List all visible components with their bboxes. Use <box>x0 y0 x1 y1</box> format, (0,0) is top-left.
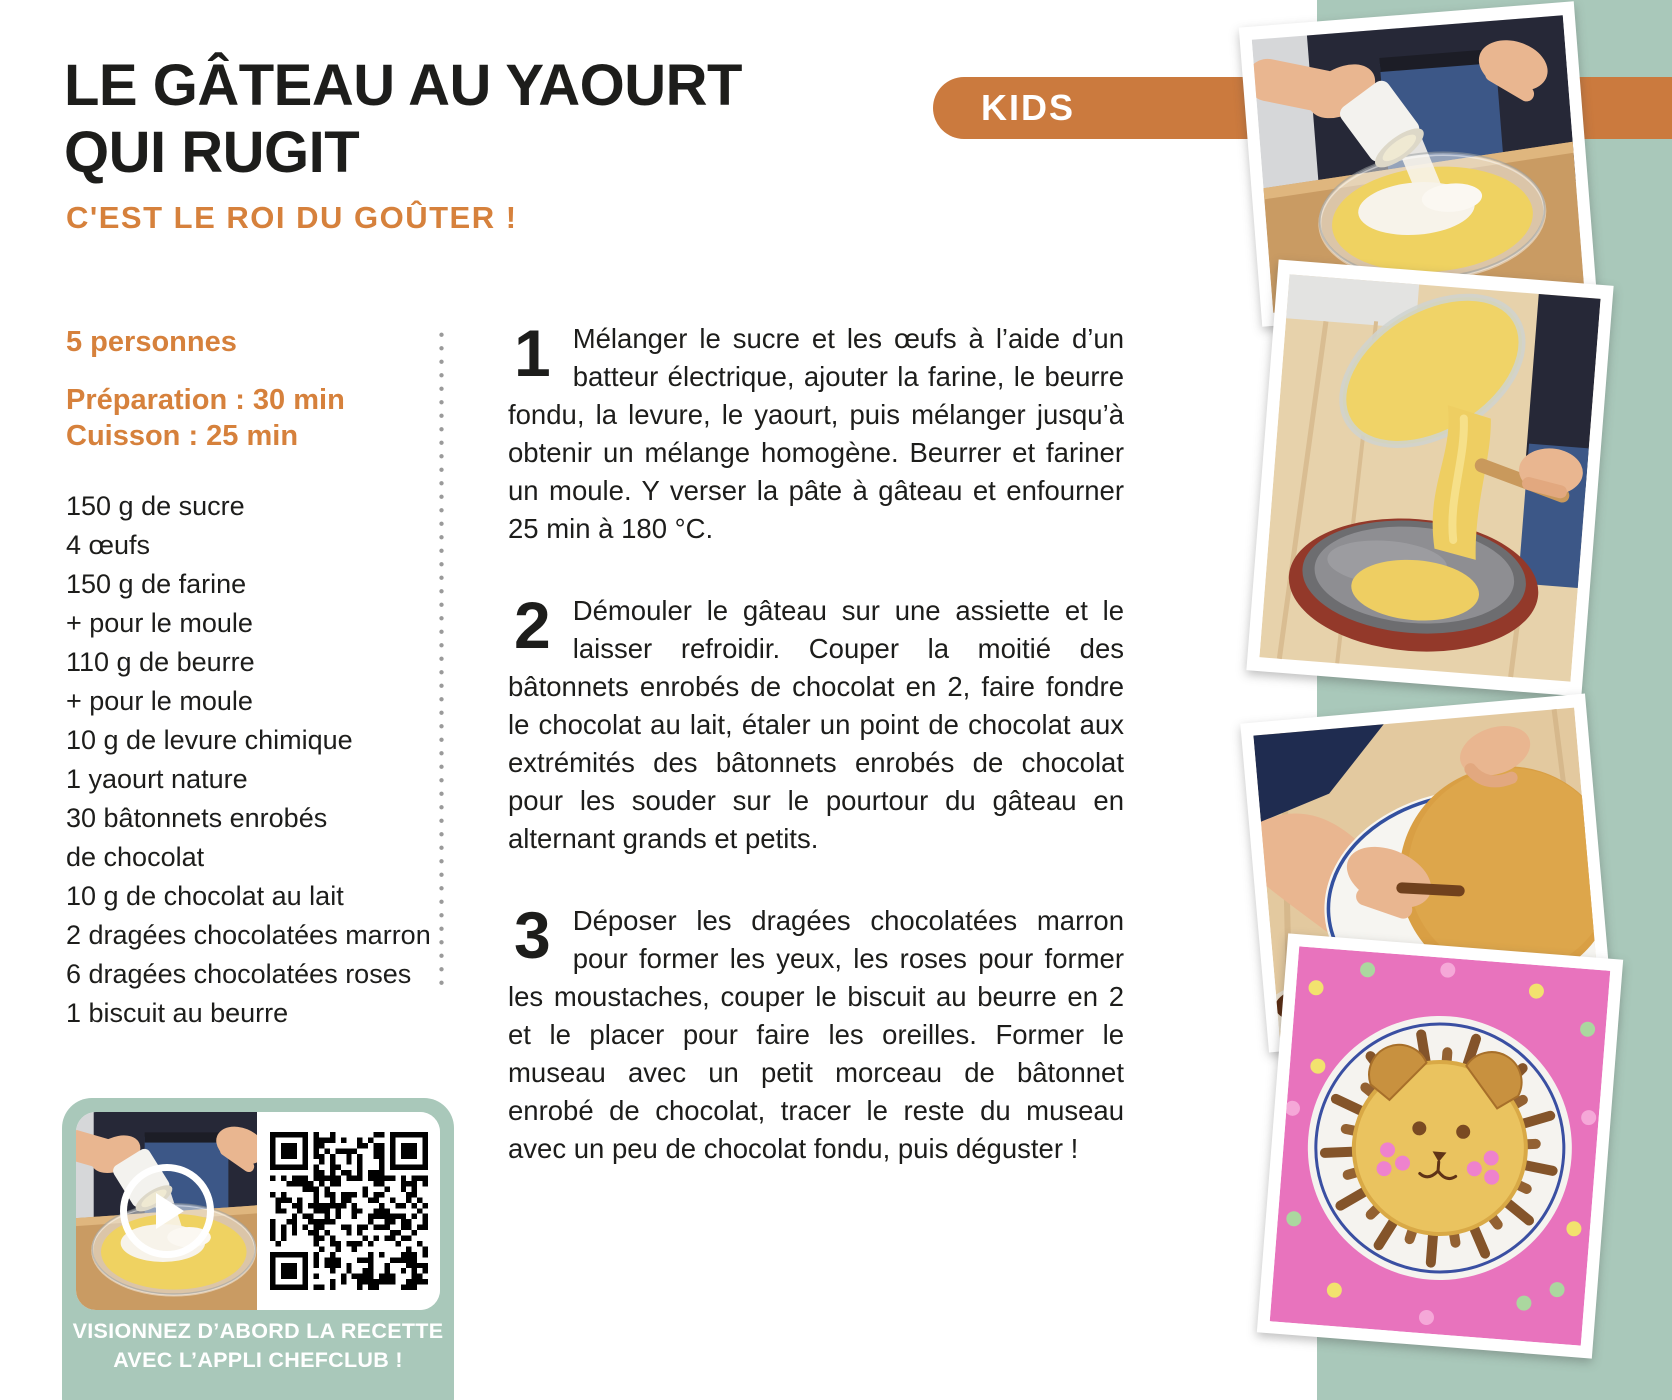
step-1-number: 1 <box>514 316 551 390</box>
page-title <box>64 52 742 186</box>
photo-final-lion-cake-illustration <box>1270 946 1611 1345</box>
kids-badge-label: KIDS <box>981 87 1076 128</box>
step-2-text: Démouler le gâteau sur une assiette et le laisser refroidir. Couper la moitié des bâtonnets enrobés de chocolat en 2, faire fondre le chocolat au lait, étaler un point de chocolat aux extrémités des bâtonnets enrobés de chocolat pour les souder sur le pourtour du gâteau en alternant grands et petits. <box>508 595 1124 854</box>
footer-caption-line-1: VISIONNEZ D’ABORD LA RECETTE <box>72 1319 444 1343</box>
ingredient-line: 150 g de sucre <box>66 491 245 521</box>
step-2-number: 2 <box>514 588 551 662</box>
ingredient-line: 10 g de chocolat au lait <box>66 881 344 911</box>
photo-final-lion-cake <box>1257 933 1623 1358</box>
qr-code-image <box>270 1132 428 1290</box>
ingredient-line: 1 biscuit au beurre <box>66 998 289 1028</box>
ingredient-line: de chocolat <box>66 842 205 872</box>
servings-label: 5 personnes <box>66 326 237 358</box>
step-3-text: Déposer les dragées chocolatées marron pour former les yeux, les roses pour former les moustaches, couper le biscuit au beurre en 2 et le placer pour faire les oreilles. Former le museau avec un petit morceau de bâtonnet enrobé de chocolat, tracer le reste du museau avec un peu de chocolat fondu, puis déguster ! <box>508 905 1124 1164</box>
ingredient-line: 2 dragées chocolatées marron <box>66 920 431 950</box>
video-thumbnail <box>76 1112 257 1310</box>
video-qr-card <box>76 1112 440 1310</box>
footer-caption-line-2: AVEC L’APPLI CHEFCLUB ! <box>113 1348 403 1372</box>
qr-code <box>257 1112 440 1310</box>
cook-time-label: Cuisson : 25 min <box>66 420 299 452</box>
step-3 <box>508 898 1124 1168</box>
photo-step-2-illustration <box>1259 272 1600 683</box>
prep-time-label: Préparation : 30 min <box>66 384 345 416</box>
dotted-divider <box>439 328 444 988</box>
footer-caption <box>62 1317 454 1375</box>
ingredient-line: 4 œufs <box>66 530 151 560</box>
ingredient-line: 150 g de farine <box>66 569 247 599</box>
step-1-text: Mélanger le sucre et les œufs à l’aide d’un batteur électrique, ajouter la farine, le beurre fondu, la levure, le yaourt, puis mélanger jusqu’à obtenir un mélange homogène. Beurrer et fariner un moule. Y verser la pâte à gâteau et enfourner 25 min à 180 °C. <box>508 323 1124 544</box>
photo-step-2-pouring-batter <box>1246 259 1613 696</box>
ingredient-line: + pour le moule <box>66 608 253 638</box>
ingredient-line: 110 g de beurre <box>66 647 255 677</box>
step-2 <box>508 588 1124 858</box>
ingredient-line: 10 g de levure chimique <box>66 725 353 755</box>
page-subtitle: C'EST LE ROI DU GOÛTER ! <box>66 200 518 235</box>
step-3-number: 3 <box>514 898 551 972</box>
ingredient-line: + pour le moule <box>66 686 253 716</box>
page-title-line-1: LE GÂTEAU AU YAOURT <box>64 53 742 118</box>
step-1 <box>508 316 1124 548</box>
play-button[interactable] <box>120 1164 214 1258</box>
ingredient-line: 1 yaourt nature <box>66 764 248 794</box>
ingredient-line: 30 bâtonnets enrobés <box>66 803 328 833</box>
page-title-line-2: QUI RUGIT <box>64 120 360 185</box>
steps-list <box>508 316 1124 1168</box>
ingredients-list <box>66 487 431 1033</box>
ingredient-line: 6 dragées chocolatées roses <box>66 959 412 989</box>
footer-app-box <box>62 1098 454 1400</box>
